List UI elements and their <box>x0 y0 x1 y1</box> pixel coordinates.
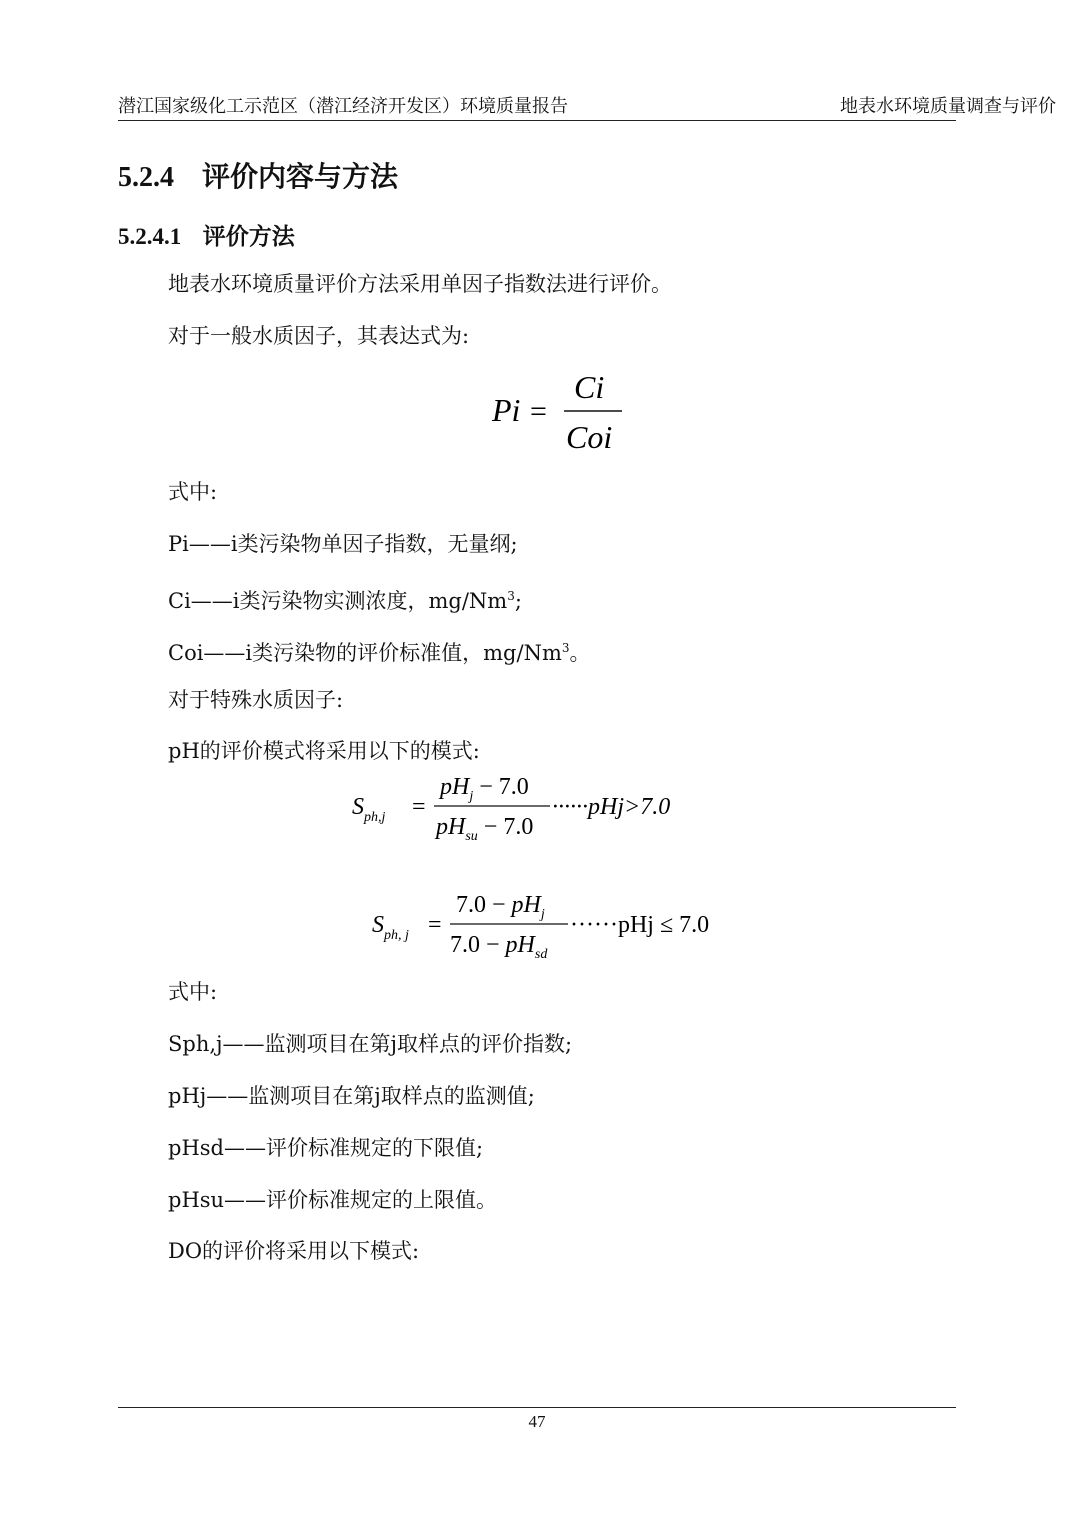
footer-divider <box>118 1407 956 1408</box>
formula2-condition: ······pHj>7.0 <box>552 794 671 820</box>
paragraph-def-phsu: pHsu——评价标准规定的上限值。 <box>168 1188 498 1212</box>
def-coi-text: Coi——i类污染物的评价标准值，mg/Nm <box>168 641 562 665</box>
def-coi-superscript: 3 <box>561 641 570 655</box>
formula2-denominator: $pH_{su} - 7.0$ <box>436 814 534 844</box>
formula2-numerator: $pH_j - 7.0$ <box>440 774 529 804</box>
paragraph-def-phsd: pHsd——评价标准规定的下限值; <box>168 1136 484 1160</box>
section-title: 评价内容与方法 <box>202 160 399 193</box>
def-ci-end: ; <box>514 589 522 613</box>
subsection-number: 5.2.4.1 <box>118 224 182 249</box>
paragraph-def-coi <box>168 634 591 667</box>
def-ci-superscript: 3 <box>507 589 515 603</box>
formula-ph-upper <box>350 770 720 852</box>
paragraph-def-sph: Sph,j——监测项目在第j取样点的评价指数; <box>168 1032 573 1056</box>
formula-single-factor-index <box>490 368 640 467</box>
paragraph-where-1: 式中: <box>168 480 218 504</box>
formula2-lhs: $S_{ph,j}$ <box>352 794 386 825</box>
running-header-chapter: 地表水环境质量调查与评价 <box>840 96 1056 117</box>
subsection-heading <box>118 218 295 251</box>
subsection-title: 评价方法 <box>202 224 295 250</box>
paragraph-def-pi: Pi——i类污染物单因子指数，无量纲; <box>168 532 518 556</box>
paragraph-special-factor: 对于特殊水质因子: <box>168 688 344 712</box>
paragraph-ph-model: pH的评价模式将采用以下的模式: <box>168 739 480 763</box>
formula3-numerator: $7.0 - pH_j$ <box>456 892 545 922</box>
paragraph-do-model: DO的评价将采用以下模式: <box>168 1239 420 1263</box>
paragraph-where-2: 式中: <box>168 980 218 1004</box>
section-heading <box>118 155 398 195</box>
paragraph-def-ci <box>168 582 522 615</box>
formula2-equals: = <box>412 794 426 820</box>
header-divider <box>118 120 956 121</box>
formula3-condition: ······pHj ≤ 7.0 <box>570 912 710 938</box>
section-number: 5.2.4 <box>118 162 174 193</box>
paragraph-general-factor: 对于一般水质因子，其表达式为: <box>168 324 470 348</box>
formula3-denominator: $7.0 - pH_{sd}$ <box>450 932 548 962</box>
running-header-title: 潜江国家级化工示范区（潜江经济开发区）环境质量报告 <box>118 96 568 117</box>
formula1-denominator: Coi <box>566 419 613 455</box>
paragraph-method-intro: 地表水环境质量评价方法采用单因子指数法进行评价。 <box>168 272 672 296</box>
formula1-numerator: Ci <box>574 369 605 405</box>
paragraph-def-phj: pHj——监测项目在第j取样点的监测值; <box>168 1084 535 1108</box>
formula-ph-lower <box>370 888 740 970</box>
formula3-lhs: $S_{ph, j}$ <box>372 912 409 943</box>
def-ci-text: Ci——i类污染物实测浓度，mg/Nm <box>168 589 508 613</box>
def-coi-end: 。 <box>569 641 591 665</box>
formula3-equals: = <box>428 912 442 938</box>
formula1-lhs: Pi <box>492 392 521 428</box>
formula1-equals: = <box>530 395 547 428</box>
page-number: 47 <box>528 1412 546 1431</box>
